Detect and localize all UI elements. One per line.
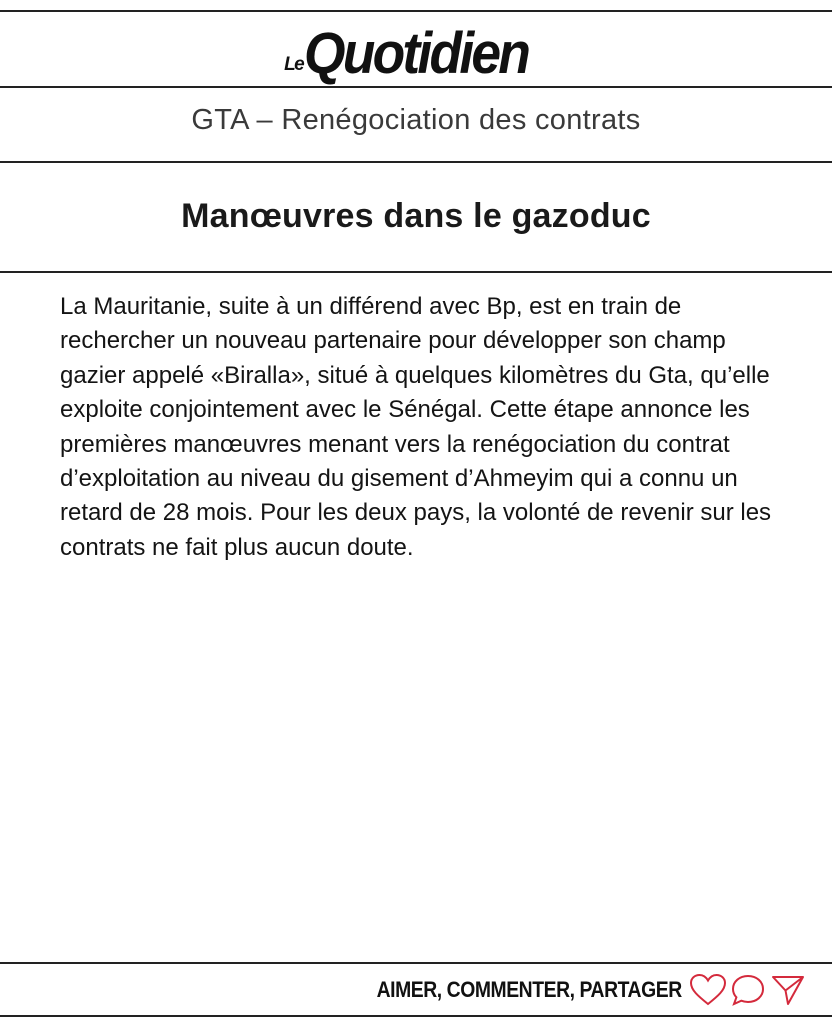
heart-icon[interactable]: [688, 970, 728, 1010]
call-to-action-label: AIMER, COMMENTER, PARTAGER: [376, 977, 682, 1002]
article-headline: Manœuvres dans le gazoduc: [181, 197, 651, 235]
bottom-rule: [0, 1015, 832, 1017]
logo-name: Quotidien: [304, 21, 529, 86]
rubric-title: GTA – Renégociation des contrats: [191, 104, 641, 136]
article-body: La Mauritanie, suite à un différend avec Bp, est en train de rechercher un nouveau partenaire pour développer son champ gazier appelé «Biralla», situé à quelques kilomètres du Gta, qu’elle exploite conjointement avec le Sénégal. Cette étape annonce les premières manœuvres menant vers la renégociation du contrat d’exploitation au niveau du gisement d’Ahmeyim qui a connu un retard de 28 mois. Pour les deux pays, la volonté de revenir sur les contrats ne fait plus aucun doute.: [60, 293, 772, 561]
masthead-logo: [0, 18, 832, 84]
footer-bar: [335, 970, 808, 1010]
comment-icon[interactable]: [728, 970, 768, 1010]
footer-divider: [0, 962, 832, 964]
logo-prefix: Le: [284, 54, 304, 75]
headline-divider: [0, 271, 832, 273]
rubric-divider: [0, 161, 832, 163]
top-rule: [0, 10, 832, 12]
masthead-divider: [0, 86, 832, 88]
share-icon[interactable]: [768, 970, 808, 1010]
